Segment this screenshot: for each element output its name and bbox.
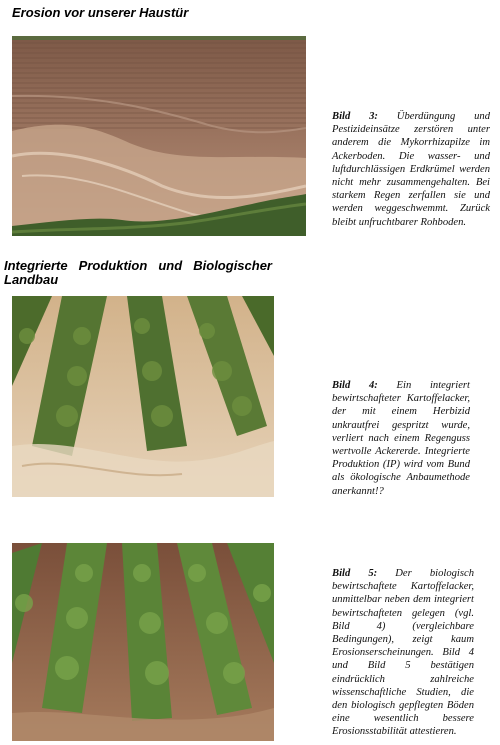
potato-field-integrated-photo: [12, 296, 274, 497]
caption-bild-3: [332, 110, 490, 229]
caption-bild-5: [332, 567, 474, 739]
field-erosion-photo: [12, 36, 306, 236]
caption-label: Bild 4:: [332, 380, 378, 391]
erosion-heading: Erosion vor unserer Haustür: [12, 5, 189, 20]
potato-field-organic-photo: [12, 543, 274, 741]
caption-label: Bild 5:: [332, 568, 378, 579]
integrated-production-heading: Integrierte Produktion und Biologischer Landbau: [4, 258, 272, 287]
caption-label: Bild 3:: [332, 111, 378, 122]
caption-text: Ein integriert bewirtschafteter Kartoffelacker, der mit einem Herbizid unkrautfrei gespritzt wurde, verliert nach einem Regenguss wertvolle Ackererde. Integrierte Produktion (IP) wird vom Bund als ökologische Anbaumethode anerkannt!?: [332, 380, 470, 497]
caption-text: Überdüngung und Pestizideinsätze zerstören unter anderem die Mykorrhizapilze im Ackerboden. Die wasser- und luftdurchlässigen Erdkrümel werden nicht mehr zusammengehalten. Bei starkem Regen zerfallen sie und werden weggeschwemmt. Zurück bleibt unfruchtbarer Rohboden.: [332, 111, 490, 228]
caption-text: Der biologisch bewirtschaftete Kartoffelacker, unmittelbar neben dem integriert bewirtschafteten gelegen (vgl. Bild 4) (vergleichbare Bedingungen), zeigt kaum Erosionserscheinungen. Bild 4 und Bild 5 bestätigen eindrücklich zahlreiche wissenschaftliche Studien, die den biologisch gepflegten Böden eine wesentlich bessere Erosionsstabilität attestieren.: [332, 568, 474, 738]
caption-bild-4: [332, 379, 470, 498]
